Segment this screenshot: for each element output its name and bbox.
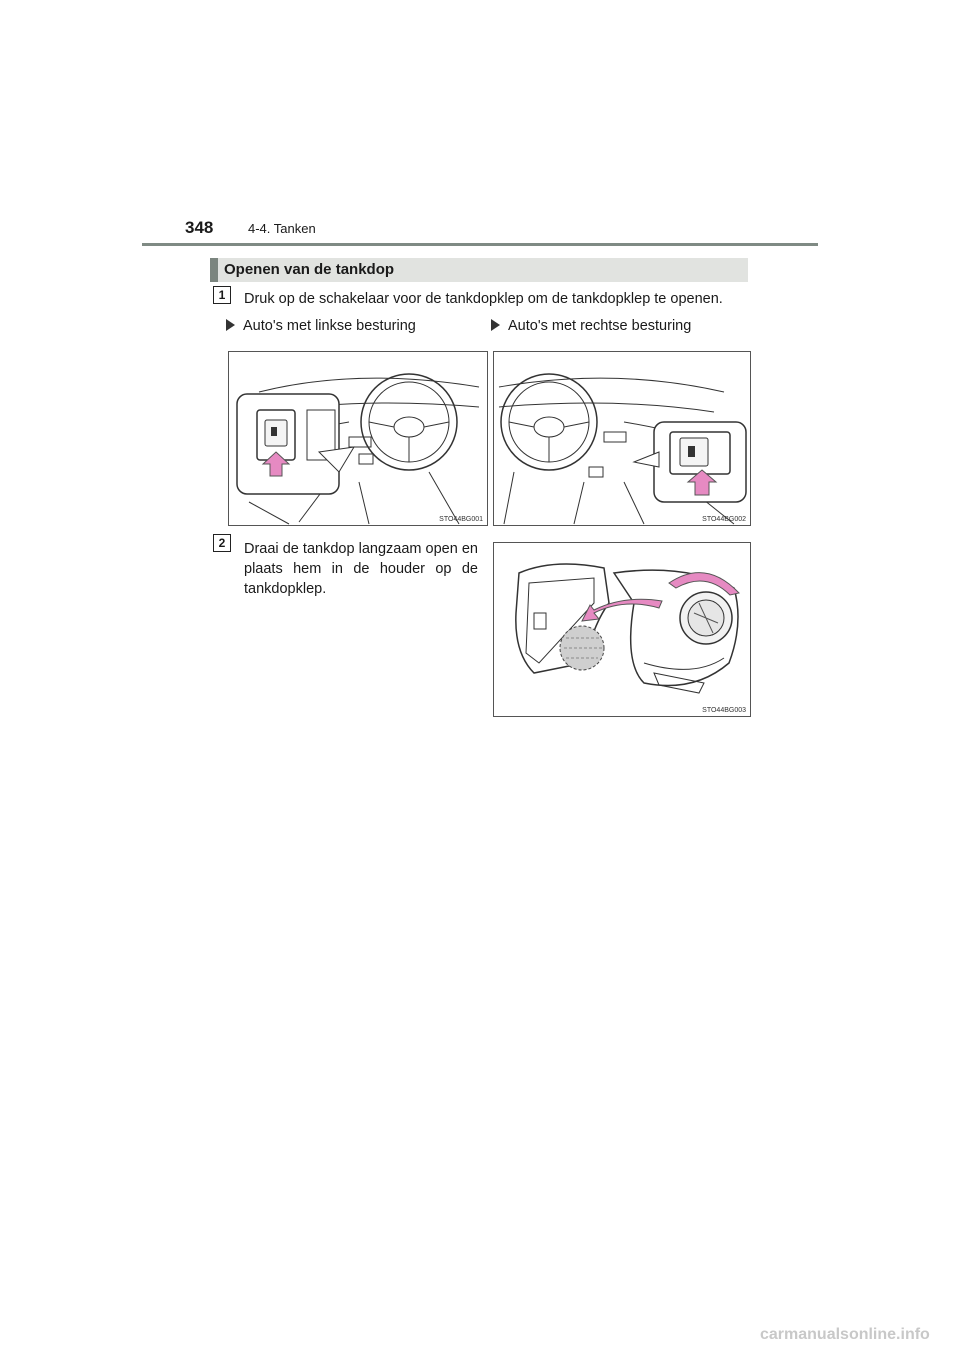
section-title: 4-4. Tanken — [248, 221, 316, 236]
caption-right: Auto's met rechtse besturing — [491, 318, 691, 334]
figure-fuel-cap — [493, 542, 751, 717]
heading-text: Openen van de tankdop — [224, 261, 395, 278]
step-2-text: Draai de tankdop langzaam open en plaats hem in de houder op de tankdopklep. — [244, 541, 478, 597]
figure-code-left: STO44BG001 — [439, 516, 483, 523]
figure-right-drive — [493, 351, 751, 526]
triangle-bullet-icon — [491, 319, 500, 331]
watermark: carmanualsonline.info — [760, 1326, 930, 1343]
dashboard-illustration-right — [494, 352, 750, 525]
figure-code-cap: STO44BG003 — [702, 707, 746, 714]
figure-code-right: STO44BG002 — [702, 516, 746, 523]
triangle-bullet-icon — [226, 319, 235, 331]
step-1-badge: 1 — [213, 286, 231, 304]
caption-left: Auto's met linkse besturing — [226, 318, 416, 334]
header-rule — [142, 243, 818, 246]
section-heading — [210, 258, 748, 282]
heading-bar — [210, 258, 218, 282]
figure-left-drive — [228, 351, 488, 526]
step-1-text: Druk op de schakelaar voor de tankdopklep om de tankdopklep te openen. — [244, 291, 723, 307]
fuel-cap-illustration — [494, 543, 750, 716]
step-2-badge: 2 — [213, 534, 231, 552]
page-number: 348 — [185, 218, 214, 237]
dashboard-illustration-left — [229, 352, 487, 525]
